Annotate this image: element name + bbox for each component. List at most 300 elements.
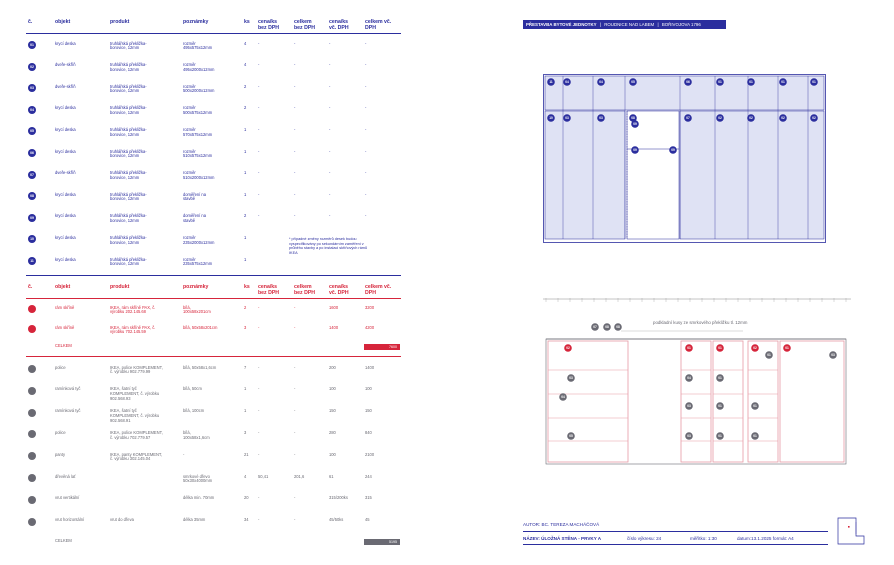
cell-total-excl: - xyxy=(294,191,296,197)
cell-price-excl: - xyxy=(258,324,260,330)
cell-qty: 34 xyxy=(244,517,249,523)
cell-notes: rozměr 510x575x12mm xyxy=(183,148,213,159)
cell-object: krycí deska xyxy=(55,234,76,240)
elevation-badge-gray xyxy=(716,432,724,440)
cell-qty: 4 xyxy=(244,62,247,68)
plan-badge-row1 xyxy=(563,78,571,86)
row-badge: 08 xyxy=(28,192,36,200)
plan-badge-row1 xyxy=(684,78,692,86)
cell-object: krycí deska xyxy=(55,40,76,46)
cell-price-excl: - xyxy=(258,495,260,501)
col-price-excl: cena/ks bez DPH xyxy=(258,19,280,31)
cell-total-incl: - xyxy=(365,126,367,132)
svg-text:02: 02 xyxy=(781,116,785,121)
svg-text:03: 03 xyxy=(599,116,603,121)
elevation-badge-gray xyxy=(765,351,773,359)
cell-product: truhlářská překližka- borovice, 12mm xyxy=(110,256,147,267)
footer-sheet: číslo výkresu: 24 xyxy=(627,536,662,541)
cell-total-incl: 4200 xyxy=(365,324,375,330)
plan-badge-row1 xyxy=(747,78,755,86)
row-badge: 09 xyxy=(28,214,36,222)
row-badge: 02 xyxy=(28,63,36,71)
col-total-excl: celkem bez DPH xyxy=(294,284,316,296)
cell-qty: 20 xyxy=(244,495,249,501)
col-total-incl: celkem vč. DPH xyxy=(365,284,392,296)
footer-rule-bottom xyxy=(523,544,828,545)
row-badge: 05 xyxy=(28,452,36,460)
elevation-badge-gray xyxy=(829,351,837,359)
cell-qty: 1 xyxy=(244,256,247,262)
plan-badge-row2 xyxy=(597,114,605,122)
cabinet-front-drawing xyxy=(543,74,826,244)
cell-notes: smrkové dřevo 50x30x4000mm xyxy=(183,473,213,484)
plan-badge-row2 xyxy=(716,114,724,122)
title-bar: PŘESTAVBA BYTOVÉ JEDNOTKY | ROUDNICE NAD LABEM | BOŘIVOJOVA 1796 xyxy=(523,20,726,29)
footer-rule-top xyxy=(523,531,828,532)
cell-total-excl: - xyxy=(294,304,296,310)
cell-notes: rozměr 495x575x12mm xyxy=(183,40,213,51)
cell-notes: rozměr 570x575x12mm xyxy=(183,126,213,137)
footer-scale: měřítko: 1:30 xyxy=(690,536,717,541)
svg-text:07: 07 xyxy=(686,116,690,121)
cell-product: truhlářská překližka- borovice, 12mm xyxy=(110,83,147,94)
cell-total-incl: 45 xyxy=(365,517,370,523)
cell-notes: rozměr 500x2000x12mm xyxy=(183,83,215,94)
svg-text:01: 01 xyxy=(687,346,691,351)
table1-note: * případné změny rozměrů desek budou vyspecifikovány po sekundárním zaměření v průběhu stavby a po instalaci skříňových rámů IKEA xyxy=(289,237,368,255)
svg-text:09: 09 xyxy=(633,148,637,153)
cell-price-incl: - xyxy=(329,170,331,176)
svg-text:01: 01 xyxy=(753,404,757,409)
col-qty: ks xyxy=(244,19,250,25)
cell-object: krycí deska xyxy=(55,148,76,154)
col-notes: poznámky xyxy=(183,19,209,25)
cell-price-incl: - xyxy=(329,126,331,132)
svg-text:03: 03 xyxy=(831,353,835,358)
cell-price-excl: - xyxy=(258,62,260,68)
cell-price-excl: - xyxy=(258,304,260,310)
row-badge: 01 xyxy=(28,41,36,49)
cell-total-incl: - xyxy=(365,83,367,89)
svg-text:04: 04 xyxy=(687,376,691,381)
cell-notes: rozměr 495x2000x12mm xyxy=(183,62,215,72)
cell-object: rám skříně xyxy=(55,324,75,330)
cell-object: dveře-skříň xyxy=(55,83,76,89)
svg-text:04: 04 xyxy=(561,395,565,400)
cell-total-excl: - xyxy=(294,451,296,457)
cell-notes: doměření na stavbě xyxy=(183,213,206,224)
cell-price-incl: 200 xyxy=(329,364,336,370)
cell-total-excl: - xyxy=(294,517,296,523)
cell-price-incl: - xyxy=(329,148,331,154)
svg-text:03: 03 xyxy=(569,376,573,381)
row-badge: 07 xyxy=(28,496,36,504)
cell-qty: 1 xyxy=(244,408,247,414)
cell-product: IKEA, police KOMPLEMENT, č. výrobku 902.779.99 xyxy=(110,364,163,375)
cabinet-elevation-drawing xyxy=(543,298,851,470)
svg-text:05: 05 xyxy=(631,80,635,85)
cell-price-excl: - xyxy=(258,429,260,435)
table2-total-value: 7600 xyxy=(364,344,400,350)
svg-text:08: 08 xyxy=(616,325,620,330)
plan-badge-row2 xyxy=(684,114,692,122)
cell-notes: bílá, 50x58x1,6cm xyxy=(183,364,217,370)
row-badge: 06 xyxy=(28,474,36,482)
cell-price-excl: 50,41 xyxy=(258,473,269,479)
cell-price-incl: 280 xyxy=(329,429,336,435)
row-badge: 06 xyxy=(28,149,36,157)
footer-date: datum:13.1.2025 formát: A4 xyxy=(737,536,794,541)
row-badge: 04 xyxy=(28,430,36,438)
cell-notes: délka 35mm xyxy=(183,517,206,523)
cell-object: panty xyxy=(55,451,66,457)
cell-price-incl: - xyxy=(329,62,331,68)
svg-text:09: 09 xyxy=(671,148,675,153)
cell-price-excl: - xyxy=(258,126,260,132)
elevation-badge-gray xyxy=(567,432,575,440)
cell-price-excl: - xyxy=(258,170,260,176)
cell-product: truhlářská překližka- borovice, 12mm xyxy=(110,234,147,245)
cell-price-excl: - xyxy=(258,517,260,523)
cell-product: truhlářská překližka- borovice, 12mm xyxy=(110,213,147,224)
cell-notes: bílá, 100cm xyxy=(183,408,205,414)
row-badge: 01 xyxy=(28,365,36,373)
cell-price-incl: - xyxy=(329,105,331,111)
cell-notes: bílá, 100x58x201cm xyxy=(183,304,211,315)
cell-price-incl: 61 xyxy=(329,473,334,479)
cell-notes: rozměr 510x2000x12mm xyxy=(183,170,215,180)
key-plan-icon xyxy=(836,516,866,546)
plan-badge-row2 xyxy=(779,114,787,122)
cell-qty: 4 xyxy=(244,40,247,46)
cell-qty: 21 xyxy=(244,451,249,457)
col-price-incl: cena/ks vč. DPH xyxy=(329,19,349,31)
cell-notes: doměření na stavbě xyxy=(183,191,206,202)
cell-price-excl: - xyxy=(258,191,260,197)
elevation-badge-red xyxy=(783,344,791,352)
cell-notes: bílá, 100x58x1,6cm xyxy=(183,429,210,440)
cell-object: krycí deska xyxy=(55,213,76,219)
cell-total-incl: 150 xyxy=(365,408,372,414)
svg-text:02: 02 xyxy=(718,116,722,121)
cell-object: dveře-skříň xyxy=(55,170,76,176)
svg-text:01: 01 xyxy=(785,346,789,351)
title-project: PŘESTAVBA BYTOVÉ JEDNOTKY xyxy=(526,22,597,27)
svg-text:08: 08 xyxy=(605,325,609,330)
cell-total-incl: 3200 xyxy=(365,304,375,310)
table2-total-label: CELKEM xyxy=(55,343,72,348)
cell-product: IKEA, panty KOMPLEMENT, č. výrobku 302.145.04 xyxy=(110,451,163,462)
cell-object: krycí deska xyxy=(55,191,76,197)
plan-badge-row1 xyxy=(810,78,818,86)
elevation-badge-red xyxy=(564,344,572,352)
title-location: ROUDNICE NAD LABEM xyxy=(604,22,655,27)
svg-text:01: 01 xyxy=(718,346,722,351)
svg-text:08: 08 xyxy=(631,116,635,121)
cell-object: police xyxy=(55,429,66,435)
cell-total-incl: 2100 xyxy=(365,451,375,457)
cell-qty: 1 xyxy=(244,126,247,132)
cell-total-excl: - xyxy=(294,386,296,392)
cell-price-incl: 100 xyxy=(329,451,336,457)
cell-total-incl: - xyxy=(365,170,367,176)
cell-price-excl: - xyxy=(258,148,260,154)
table2-header-rule xyxy=(26,298,401,299)
col-object: objekt xyxy=(55,19,71,25)
cell-qty: 2 xyxy=(244,105,247,111)
cell-product: IKEA, police KOMPLEMENT, č. výrobku 702.779.57 xyxy=(110,429,163,440)
footer-name: NÁZEV: ÚLOŽNÁ STĚNA - PRVKY A xyxy=(523,536,602,541)
cell-product: vrut do dřeva xyxy=(110,517,134,523)
row-badge: 03 xyxy=(28,84,36,92)
table3-total-value: 5195 xyxy=(364,539,400,545)
cell-object: vrut horizontální xyxy=(55,517,85,523)
cell-object: krycí deska xyxy=(55,105,76,111)
elevation-badge-gray xyxy=(751,402,759,410)
cell-total-incl: - xyxy=(365,105,367,111)
col-object: objekt xyxy=(55,284,71,290)
elevation-badge-red xyxy=(716,344,724,352)
cell-price-incl: - xyxy=(329,83,331,89)
cell-total-excl: - xyxy=(294,83,296,89)
svg-text:01: 01 xyxy=(767,353,771,358)
row-badge: 02 xyxy=(28,387,36,395)
cell-object: police xyxy=(55,364,66,370)
elevation-badge-top xyxy=(614,323,622,331)
cell-product: truhlářská překližka- borovice, 12mm xyxy=(110,191,147,202)
plan-badge-mid xyxy=(631,120,639,128)
svg-text:05: 05 xyxy=(569,434,573,439)
plan-badge-row1 xyxy=(547,78,555,86)
col-price-excl: cena/ks bez DPH xyxy=(258,284,280,296)
cell-notes: bílá, 50cm xyxy=(183,386,202,392)
svg-text:02: 02 xyxy=(753,346,757,351)
cell-total-excl: - xyxy=(294,364,296,370)
plan-badge-row2 xyxy=(747,114,755,122)
elevation-badge-gray xyxy=(567,374,575,382)
cell-notes: rozměr 235x2000x12mm xyxy=(183,234,215,245)
cell-product: truhlářská překližka- borovice, 12mm xyxy=(110,170,147,180)
cell-notes: rozměr 500x575x12mm xyxy=(183,105,213,116)
col-product: produkt xyxy=(110,19,130,25)
cell-total-excl: 201,6 xyxy=(294,473,305,479)
cell-qty: 3 xyxy=(244,324,247,330)
cell-price-incl: - xyxy=(329,191,331,197)
elevation-badge-gray xyxy=(559,393,567,401)
cell-product: IKEA, šatní tyč KOMPLEMENT, č. výrobku 902.568.91 xyxy=(110,408,160,423)
cell-price-incl: - xyxy=(329,213,331,219)
cell-product: truhlářská překližka- borovice, 12mm xyxy=(110,105,147,116)
cell-total-excl: - xyxy=(294,429,296,435)
svg-text:01: 01 xyxy=(753,434,757,439)
svg-text:04: 04 xyxy=(599,80,603,85)
cell-price-incl: 100 xyxy=(329,386,336,392)
cell-notes: - xyxy=(183,451,185,457)
svg-text:03: 03 xyxy=(687,434,691,439)
cell-total-incl: - xyxy=(365,213,367,219)
footer-author: AUTOR: BC. TEREZA MACHÁČOVÁ xyxy=(523,522,600,527)
row-badge: 02 xyxy=(28,325,36,333)
cell-price-incl: 315/200ks xyxy=(329,495,348,501)
svg-text:01: 01 xyxy=(812,80,816,85)
row-badge: 10 xyxy=(28,235,36,243)
cell-total-excl: - xyxy=(294,213,296,219)
cell-total-excl: - xyxy=(294,62,296,68)
svg-text:04: 04 xyxy=(565,80,569,85)
cell-notes: bílá, 50x58x201cm xyxy=(183,324,218,330)
cell-object: dřevěná lať xyxy=(55,473,76,479)
cell-object: ramínková tyč xyxy=(55,408,81,414)
cell-object: vrut vertikální xyxy=(55,495,80,501)
svg-text:09: 09 xyxy=(633,122,637,127)
cell-price-excl: - xyxy=(258,40,260,46)
table1-end-rule xyxy=(26,275,401,276)
col-total-incl: celkem vč. DPH xyxy=(365,19,392,31)
cell-price-excl: - xyxy=(258,105,260,111)
plan-badge-row2 xyxy=(547,114,555,122)
cell-total-excl: - xyxy=(294,105,296,111)
plan-badge-row1 xyxy=(779,78,787,86)
cell-price-incl: 45/50ks xyxy=(329,517,344,523)
svg-text:02: 02 xyxy=(566,346,570,351)
cell-qty: 1 xyxy=(244,386,247,392)
svg-text:01: 01 xyxy=(718,434,722,439)
plan-badge-row2 xyxy=(810,114,818,122)
plan-badge-mid xyxy=(669,146,677,154)
cell-total-excl: - xyxy=(294,126,296,132)
cell-total-excl: - xyxy=(294,324,296,330)
col-num: č. xyxy=(28,284,33,290)
cell-price-incl: 1600 xyxy=(329,304,339,310)
cell-total-incl: 315 xyxy=(365,495,372,501)
svg-text:11: 11 xyxy=(549,80,553,85)
cell-price-excl: - xyxy=(258,408,260,414)
row-badge: 11 xyxy=(28,257,36,265)
cell-total-incl: - xyxy=(365,62,367,68)
row-badge: 05 xyxy=(28,127,36,135)
cell-object: ramínková tyč xyxy=(55,386,81,392)
cell-total-incl: - xyxy=(365,191,367,197)
svg-text:07: 07 xyxy=(593,325,597,330)
cell-object: rám skříně xyxy=(55,304,75,310)
cell-product: IKEA, rám skříně PAX, č. výrobku 702.145.59 xyxy=(110,324,156,335)
cell-total-excl: - xyxy=(294,408,296,414)
cell-total-incl: 1400 xyxy=(365,364,375,370)
elevation-badge-top xyxy=(603,323,611,331)
cell-qty: 1 xyxy=(244,148,247,154)
cell-total-excl: - xyxy=(294,495,296,501)
elevation-badge-gray xyxy=(716,374,724,382)
svg-text:06: 06 xyxy=(686,80,690,85)
plan-badge-row1 xyxy=(629,78,637,86)
row-badge: 01 xyxy=(28,305,36,313)
cell-price-excl: - xyxy=(258,451,260,457)
cell-total-incl: - xyxy=(365,40,367,46)
plan-badge-row2 xyxy=(563,114,571,122)
cell-qty: 3 xyxy=(244,429,247,435)
svg-text:01: 01 xyxy=(718,376,722,381)
cell-qty: 4 xyxy=(244,473,247,479)
svg-text:03: 03 xyxy=(687,404,691,409)
svg-text:01: 01 xyxy=(781,80,785,85)
svg-text:10: 10 xyxy=(549,116,553,121)
row-badge: 03 xyxy=(28,409,36,417)
cell-qty: 1 xyxy=(244,170,247,176)
elevation-badge-gray xyxy=(751,432,759,440)
cell-product: truhlářská překližka- borovice, 12mm xyxy=(110,126,147,137)
col-notes: poznámky xyxy=(183,284,209,290)
cell-total-incl: - xyxy=(365,148,367,154)
cell-product: IKEA, šatní tyč KOMPLEMENT, č. výrobku 902.568.93 xyxy=(110,386,160,401)
cell-object: krycí deska xyxy=(55,256,76,262)
cell-price-incl: 1400 xyxy=(329,324,339,330)
elevation-badge-red xyxy=(685,344,693,352)
plan-badge-mid xyxy=(631,146,639,154)
col-product: produkt xyxy=(110,284,130,290)
col-price-incl: cena/ks vč. DPH xyxy=(329,284,349,296)
cell-total-excl: - xyxy=(294,170,296,176)
cell-qty: 2 xyxy=(244,83,247,89)
cell-total-incl: 840 xyxy=(365,429,372,435)
row-badge: 07 xyxy=(28,171,36,179)
cell-product: truhlářská překližka- borovice, 12mm xyxy=(110,40,147,51)
col-qty: ks xyxy=(244,284,250,290)
svg-text:02: 02 xyxy=(749,116,753,121)
svg-text:01: 01 xyxy=(718,80,722,85)
title-address: BOŘIVOJOVA 1796 xyxy=(661,22,701,27)
plan-badge-row1 xyxy=(716,78,724,86)
cell-price-excl: - xyxy=(258,213,260,219)
col-total-excl: celkem bez DPH xyxy=(294,19,316,31)
cell-product: IKEA, rám skříně PAX, č. výrobku 202.145.68 xyxy=(110,304,156,315)
elevation-badge-gray xyxy=(716,402,724,410)
table2-end-rule xyxy=(26,356,401,357)
cell-price-excl: - xyxy=(258,83,260,89)
elevation-badge-gray xyxy=(685,374,693,382)
elevation-note: podkladní kusy ze smrkového překližku tl. 12mm xyxy=(653,320,748,325)
elevation-badge-red xyxy=(751,344,759,352)
cell-qty: 2 xyxy=(244,304,247,310)
table1-header-rule xyxy=(26,33,401,34)
elevation-badge-top xyxy=(591,323,599,331)
cell-notes: rozměr 235x575x12mm xyxy=(183,256,213,267)
svg-text:03: 03 xyxy=(565,116,569,121)
cell-object: krycí deska xyxy=(55,126,76,132)
svg-text:01: 01 xyxy=(718,404,722,409)
cell-qty: 1 xyxy=(244,191,247,197)
cell-total-excl: - xyxy=(294,40,296,46)
cell-price-excl: - xyxy=(258,386,260,392)
cell-total-incl: 100 xyxy=(365,386,372,392)
row-badge: 08 xyxy=(28,518,36,526)
svg-text:01: 01 xyxy=(749,80,753,85)
cell-product: truhlářská překližka- borovice, 12mm xyxy=(110,148,147,159)
cell-price-excl: - xyxy=(258,364,260,370)
elevation-badge-gray xyxy=(685,402,693,410)
cell-notes: délka min. 70mm xyxy=(183,495,215,501)
cell-product: truhlářská překližka- borovice, 12mm xyxy=(110,62,147,72)
elevation-badge-gray xyxy=(685,432,693,440)
row-badge: 04 xyxy=(28,106,36,114)
cell-total-incl: 244 xyxy=(365,473,372,479)
col-num: č. xyxy=(28,19,33,25)
cell-qty: 1 xyxy=(244,234,247,240)
cell-total-excl: - xyxy=(294,148,296,154)
svg-text:02: 02 xyxy=(812,116,816,121)
cell-object: dveře-skříň xyxy=(55,62,76,68)
cell-price-incl: - xyxy=(329,40,331,46)
cell-qty: 7 xyxy=(244,364,247,370)
